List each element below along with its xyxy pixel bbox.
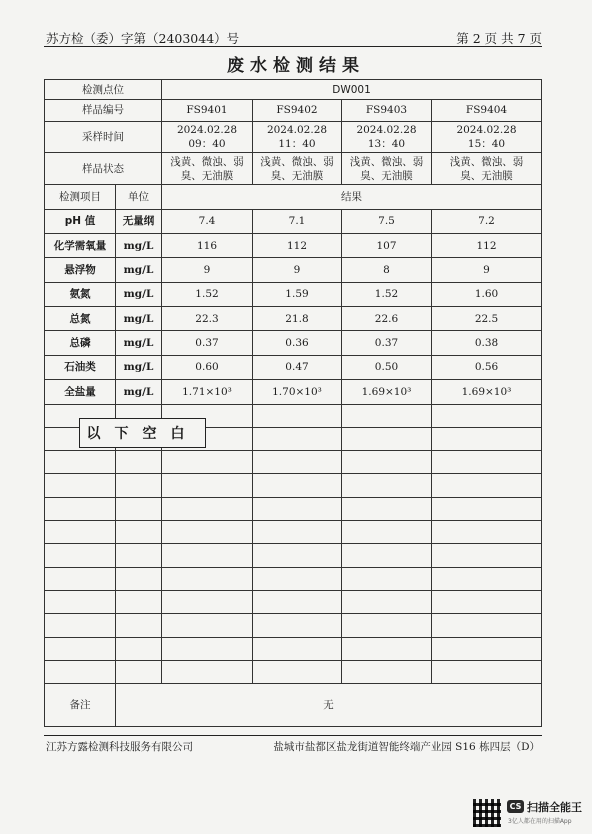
time-date: 2024.02.28 — [266, 123, 328, 136]
empty-cell — [253, 614, 342, 637]
item-header: 检测项目 — [45, 185, 116, 209]
result-value: 7.5 — [342, 209, 432, 233]
state-label: 样品状态 — [45, 152, 162, 184]
result-value: 0.37 — [162, 331, 253, 355]
time-date: 2024.02.28 — [356, 123, 417, 136]
remark-value: 无 — [116, 684, 542, 727]
state-cell — [432, 152, 542, 184]
empty-cell — [342, 497, 432, 520]
empty-cell — [342, 544, 432, 567]
result-value: 21.8 — [253, 307, 342, 331]
point-row — [45, 80, 542, 100]
data-row — [45, 209, 542, 233]
watermark-tagline: 3亿人都在用的扫描App — [508, 818, 572, 825]
empty-cell — [432, 497, 542, 520]
unit-header: 单位 — [116, 185, 162, 209]
state-line-2: 臭、无油膜 — [180, 169, 234, 182]
page-title: 废水检测结果 — [227, 56, 365, 76]
state-cell — [162, 152, 253, 184]
item-unit: mg/L — [116, 380, 162, 404]
result-value: 8 — [342, 258, 432, 282]
item-name: pH 值 — [45, 209, 116, 233]
empty-row — [45, 497, 542, 520]
empty-cell — [253, 660, 342, 683]
state-line-2: 臭、无油膜 — [270, 169, 324, 182]
empty-cell — [432, 521, 542, 544]
column-header-row — [45, 185, 542, 209]
empty-cell — [116, 614, 162, 637]
result-value: 1.52 — [342, 282, 432, 306]
result-value: 1.59 — [253, 282, 342, 306]
result-value: 7.1 — [253, 209, 342, 233]
empty-cell — [116, 567, 162, 590]
result-value: 7.2 — [432, 209, 542, 233]
empty-cell — [116, 637, 162, 660]
empty-cell — [162, 567, 253, 590]
empty-cell — [253, 497, 342, 520]
empty-cell — [432, 451, 542, 474]
state-cell — [253, 152, 342, 184]
state-line-1: 浅黄、微浊、弱 — [170, 155, 244, 168]
result-value: 1.71×10³ — [162, 380, 253, 404]
empty-cell — [253, 404, 342, 427]
result-value: 112 — [432, 234, 542, 258]
empty-cell — [432, 614, 542, 637]
time-time: 15：40 — [467, 137, 506, 150]
qr-code-icon — [473, 799, 501, 827]
empty-cell — [432, 544, 542, 567]
empty-cell — [116, 660, 162, 683]
empty-cell — [162, 451, 253, 474]
empty-cell — [253, 521, 342, 544]
empty-cell — [342, 427, 432, 450]
header-rule — [44, 46, 542, 47]
empty-cell — [45, 567, 116, 590]
data-rows — [45, 209, 542, 404]
empty-cell — [342, 637, 432, 660]
empty-cell — [342, 474, 432, 497]
empty-cell — [45, 614, 116, 637]
remark-label: 备注 — [45, 684, 116, 727]
item-unit: mg/L — [116, 282, 162, 306]
result-value: 1.52 — [162, 282, 253, 306]
time-cell — [342, 121, 432, 152]
empty-cell — [432, 591, 542, 614]
empty-cell — [432, 474, 542, 497]
state-line-2: 臭、无油膜 — [360, 169, 413, 182]
header-doc-no: 苏方检（委）字第（2403044）号 — [46, 31, 240, 46]
result-header: 结果 — [162, 185, 542, 209]
data-row — [45, 380, 542, 404]
state-line-1: 浅黄、微浊、弱 — [349, 155, 424, 168]
empty-cell — [253, 451, 342, 474]
empty-cell — [45, 521, 116, 544]
result-value: 7.4 — [162, 209, 253, 233]
result-value: 0.38 — [432, 331, 542, 355]
footer-rule — [44, 735, 542, 736]
point-value: DW001 — [162, 80, 542, 100]
result-value: 22.5 — [432, 307, 542, 331]
header-page-number: 第 2 页 共 7 页 — [456, 31, 542, 46]
item-name: 总氮 — [45, 307, 116, 331]
state-line-1: 浅黄、微浊、弱 — [449, 155, 524, 168]
item-name: 氨氮 — [45, 282, 116, 306]
point-label: 检测点位 — [45, 80, 162, 100]
empty-row — [45, 591, 542, 614]
state-cell — [342, 152, 432, 184]
data-row — [45, 307, 542, 331]
results-table — [44, 79, 542, 727]
item-name: 全盐量 — [45, 380, 116, 404]
result-value: 0.37 — [342, 331, 432, 355]
empty-cell — [116, 451, 162, 474]
empty-cell — [432, 427, 542, 450]
empty-row — [45, 637, 542, 660]
empty-cell — [45, 544, 116, 567]
empty-cell — [162, 544, 253, 567]
empty-cell — [253, 567, 342, 590]
item-unit: mg/L — [116, 234, 162, 258]
empty-cell — [253, 591, 342, 614]
result-value: 1.60 — [432, 282, 542, 306]
time-row — [45, 121, 542, 152]
time-label: 采样时间 — [45, 121, 162, 152]
sample-no-cell: FS9403 — [342, 100, 432, 121]
empty-cell — [162, 660, 253, 683]
item-unit: 无量纲 — [116, 209, 162, 233]
empty-cell — [253, 544, 342, 567]
result-value: 1.69×10³ — [432, 380, 542, 404]
empty-cell — [116, 591, 162, 614]
result-value: 0.56 — [432, 355, 542, 379]
time-time: 13：40 — [367, 137, 406, 150]
result-value: 0.60 — [162, 355, 253, 379]
result-value: 9 — [253, 258, 342, 282]
result-value: 22.6 — [342, 307, 432, 331]
empty-cell — [162, 474, 253, 497]
state-row — [45, 152, 542, 184]
empty-cell — [342, 521, 432, 544]
empty-row — [45, 474, 542, 497]
empty-cell — [45, 660, 116, 683]
empty-cell — [162, 591, 253, 614]
empty-cell — [116, 497, 162, 520]
empty-cell — [162, 637, 253, 660]
result-value: 9 — [432, 258, 542, 282]
empty-row — [45, 544, 542, 567]
empty-cell — [45, 637, 116, 660]
empty-cell — [432, 637, 542, 660]
empty-cell — [116, 544, 162, 567]
result-value: 0.36 — [253, 331, 342, 355]
result-value: 1.69×10³ — [342, 380, 432, 404]
time-cell — [432, 121, 542, 152]
empty-cell — [45, 497, 116, 520]
empty-cell — [162, 521, 253, 544]
empty-cell — [342, 404, 432, 427]
empty-cell — [432, 404, 542, 427]
item-unit: mg/L — [116, 331, 162, 355]
data-row — [45, 258, 542, 282]
sample-no-label: 样品编号 — [45, 100, 162, 121]
result-value: 22.3 — [162, 307, 253, 331]
sample-no-cell: FS9404 — [432, 100, 542, 121]
item-name: 总磷 — [45, 331, 116, 355]
time-time: 09：40 — [188, 137, 226, 150]
blank-below-stamp: 以下空白 — [79, 418, 206, 448]
time-time: 11：40 — [278, 137, 316, 150]
time-date: 2024.02.28 — [176, 123, 238, 136]
state-line-2: 臭、无油膜 — [460, 169, 513, 182]
sample-no-cell: FS9402 — [253, 100, 342, 121]
empty-row — [45, 451, 542, 474]
camscanner-logo-icon: CS — [507, 800, 524, 813]
empty-cell — [342, 451, 432, 474]
time-date: 2024.02.28 — [456, 123, 517, 136]
result-value: 116 — [162, 234, 253, 258]
empty-cell — [253, 637, 342, 660]
watermark-app-name: 扫描全能王 — [527, 801, 582, 814]
item-name: 悬浮物 — [45, 258, 116, 282]
state-line-1: 浅黄、微浊、弱 — [260, 155, 334, 168]
empty-cell — [162, 497, 253, 520]
empty-cell — [342, 591, 432, 614]
remark-row — [45, 684, 542, 727]
item-name: 石油类 — [45, 355, 116, 379]
empty-cell — [342, 567, 432, 590]
footer-company: 江苏方露检测科技服务有限公司 — [46, 741, 193, 753]
empty-row — [45, 521, 542, 544]
item-unit: mg/L — [116, 355, 162, 379]
empty-cell — [253, 427, 342, 450]
result-value: 107 — [342, 234, 432, 258]
sample-no-row — [45, 100, 542, 121]
data-row — [45, 234, 542, 258]
data-row — [45, 331, 542, 355]
empty-cell — [432, 660, 542, 683]
item-unit: mg/L — [116, 307, 162, 331]
empty-cell — [45, 474, 116, 497]
time-cell — [162, 121, 253, 152]
time-cell — [253, 121, 342, 152]
empty-cell — [342, 614, 432, 637]
empty-cell — [45, 451, 116, 474]
empty-cell — [116, 521, 162, 544]
sample-no-cell: FS9401 — [162, 100, 253, 121]
empty-row — [45, 660, 542, 683]
result-value: 0.47 — [253, 355, 342, 379]
empty-cell — [162, 614, 253, 637]
result-value: 112 — [253, 234, 342, 258]
result-value: 1.70×10³ — [253, 380, 342, 404]
empty-cell — [342, 660, 432, 683]
item-unit: mg/L — [116, 258, 162, 282]
empty-cell — [45, 591, 116, 614]
result-value: 0.50 — [342, 355, 432, 379]
footer-address: 盐城市盐都区盐龙街道智能终端产业园 S16 栋四层（D） — [273, 741, 540, 753]
empty-row — [45, 567, 542, 590]
result-value: 9 — [162, 258, 253, 282]
empty-row — [45, 614, 542, 637]
empty-cell — [432, 567, 542, 590]
data-row — [45, 282, 542, 306]
empty-cell — [116, 474, 162, 497]
empty-cell — [253, 474, 342, 497]
item-name: 化学需氧量 — [45, 234, 116, 258]
data-row — [45, 355, 542, 379]
